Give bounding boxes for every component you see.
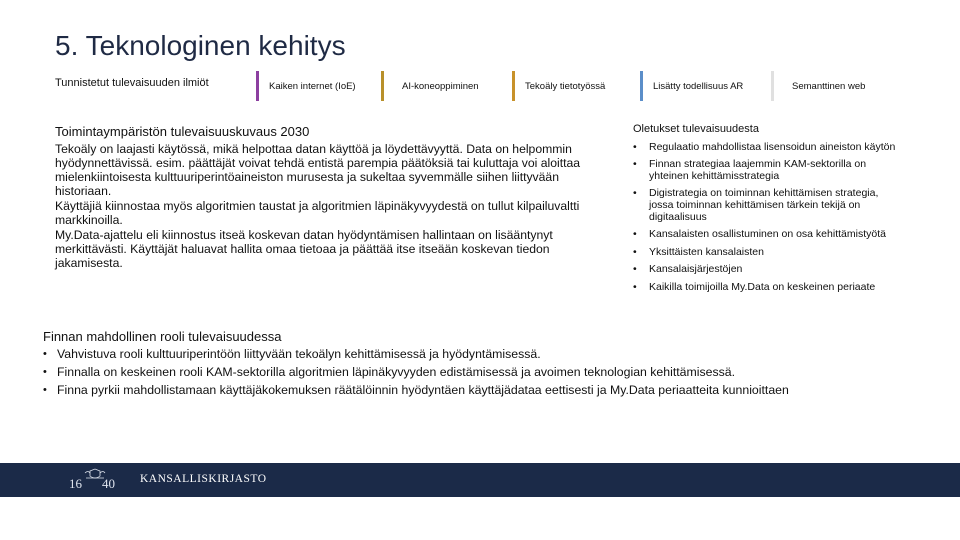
- trend-label: Tekoäly tietotyössä: [525, 80, 606, 92]
- list-item: • Finna pyrkii mahdollistamaan käyttäjäkokemuksen räätälöinnin hyödyntäen käyttäjädataa eettisesti ja My.Data periaatteita kunnioittaen: [43, 381, 943, 399]
- list-item: • Kansalaisjärjestöjen: [633, 264, 903, 276]
- trend-ioe: [256, 71, 368, 101]
- operating-environment-paragraph: Käyttäjiä kiinnostaa myös algoritmien taustat ja algoritmien läpinäkyvyydestä on tullut kilpailuvaltti markkinoilla.: [55, 199, 580, 227]
- list-item: • Finnalla on keskeinen rooli KAM-sektorilla algoritmien läpinäkyvyyden edistämisessä ja avoimen teknologian kehittämisessä.: [43, 363, 943, 381]
- phenomena-label: Tunnistetut tulevaisuuden ilmiöt: [55, 77, 209, 89]
- operating-environment: [55, 125, 615, 271]
- assumptions-list: [633, 142, 903, 294]
- trend-label: Semanttinen web: [792, 80, 866, 92]
- list-item: • Kansalaisten osallistuminen on osa kehittämistyötä: [633, 229, 903, 241]
- kansalliskirjasto-logo-icon: [66, 468, 124, 492]
- list-item: • Kaikilla toimijoilla My.Data on keskeinen periaate: [633, 282, 903, 294]
- list-item: • Yksittäisten kansalaisten: [633, 247, 903, 259]
- operating-environment-paragraph: My.Data-ajattelu eli kiinnostus itseä koskevan datan hyödyntämisen hallintaan on lisääntynyt merkittävästi. Käyttäjät haluavat hallita omaa tietoaa ja päättää itse itseään koskevan tiedon jakamisesta.: [55, 228, 553, 270]
- list-item: • Vahvistuva rooli kulttuuriperintöön liittyvään tekoälyn kehittämisessä ja hyödyntämisessä.: [43, 345, 943, 363]
- finna-role-list: [43, 345, 943, 399]
- trend-label: Lisätty todellisuus AR: [653, 80, 744, 92]
- page-title: 5. Teknologinen kehitys: [55, 30, 346, 61]
- assumptions-heading: Oletukset tulevaisuudesta: [633, 123, 759, 135]
- trend-label: AI-koneoppiminen: [402, 80, 479, 92]
- list-item: • Finnan strategiaa laajemmin KAM-sektorilla on yhteinen kehittämisstrategia: [633, 159, 903, 182]
- list-item: • Regulaatio mahdollistaa lisensoidun aineiston käytön: [633, 142, 903, 154]
- operating-environment-paragraph: Tekoäly on laajasti käytössä, mikä helpottaa datan käyttöä ja löydettävyyttä. Data on helpommin hyödynnettävissä. esim. päättäjät voivat tehdä entistä parempia päätöksiä tai kuluttaja voi aloittaa mielenkiintoisesta kulttuuriperintöaineiston murusesta ja sukeltaa syvemmälle siihen liittyvään historiaan.: [55, 142, 581, 198]
- trend-label: Kaiken internet (IoE): [269, 80, 356, 92]
- footer-bar: [0, 463, 960, 497]
- logo-year-left: 16: [69, 476, 82, 491]
- trend-ai-ml: [381, 71, 501, 101]
- list-item: • Digistrategia on toiminnan kehittämisen strategia, jossa toiminnan kehittämisen tärkein tekijä on digitaalisuus: [633, 188, 903, 223]
- assumptions: [633, 124, 903, 300]
- trend-ar: [640, 71, 758, 101]
- logo-year-right: 40: [102, 476, 115, 491]
- footer-brand: KANSALLISKIRJASTO: [140, 473, 267, 485]
- finna-role: [43, 328, 943, 399]
- trend-ai-knowledge-work: [512, 71, 628, 101]
- trend-semantic-web: [771, 71, 893, 101]
- finna-role-heading: Finnan mahdollinen rooli tulevaisuudessa: [43, 329, 282, 344]
- operating-environment-heading: Toimintaympäristön tulevaisuuskuvaus 2030: [55, 124, 310, 139]
